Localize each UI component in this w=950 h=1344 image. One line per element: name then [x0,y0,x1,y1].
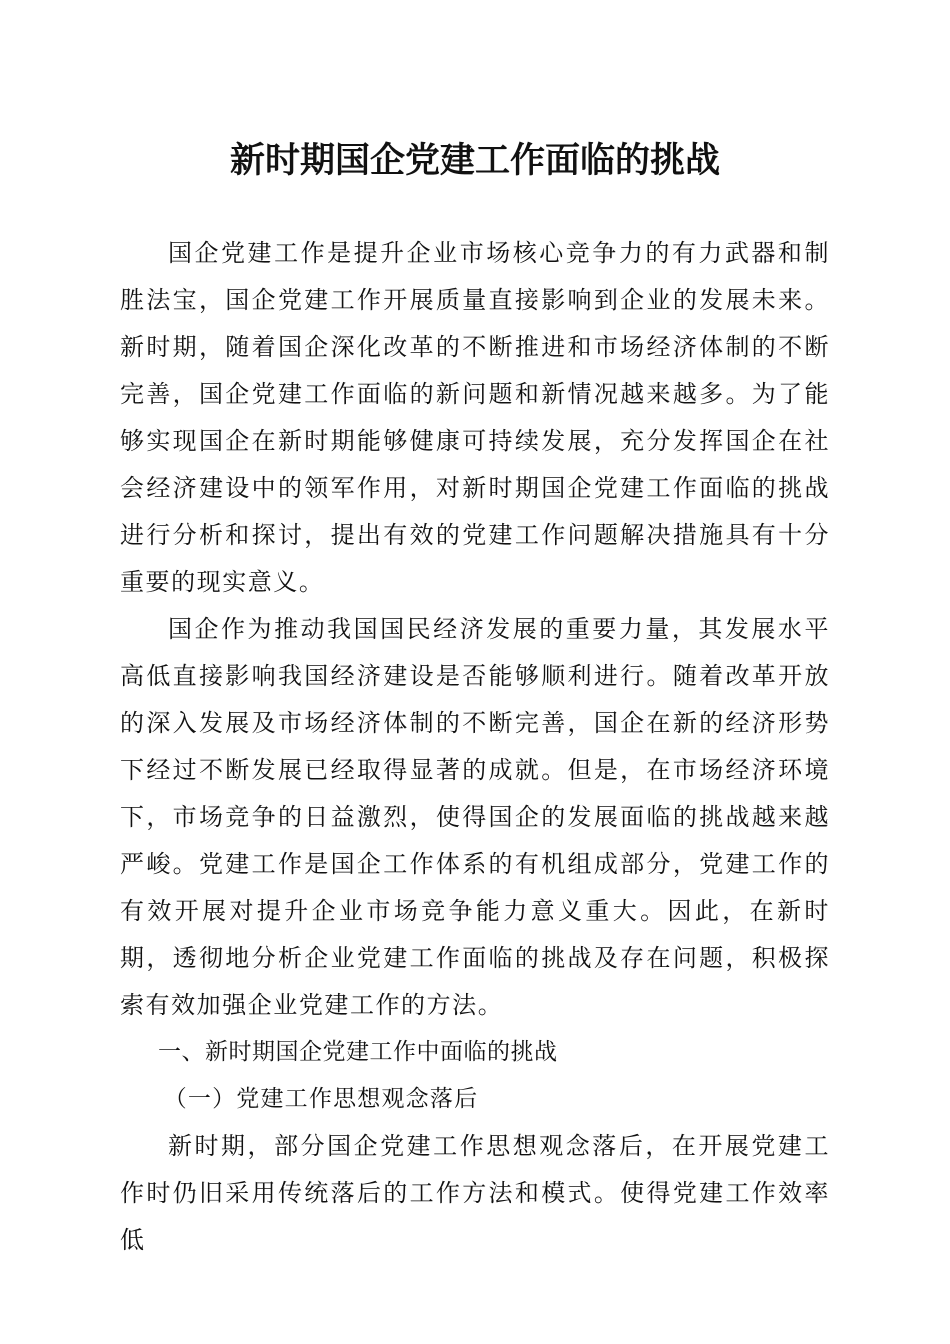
section-heading-1: 一、新时期国企党建工作中面临的挑战 [157,1039,558,1065]
document-body [120,230,830,1264]
paragraph-subsection-1-1: 新时期，部分国企党建工作思想观念落后，在开展党建工作时仍旧采用传统落后的工作方法和模式。使得党建工作效率低 [120,1132,830,1254]
paragraph-background: 国企作为推动我国国民经济发展的重要力量，其发展水平高低直接影响我国经济建设是否能够顺利进行。随着改革开放的深入发展及市场经济体制的不断完善，国企在新的经济形势下经过不断发展已经取得显著的成就。但是，在市场经济环境下，市场竞争的日益激烈，使得国企的发展面临的挑战越来越严峻。党建工作是国企工作体系的有机组成部分，党建工作的有效开展对提升企业市场竞争能力意义重大。因此，在新时期，透彻地分析企业党建工作面临的挑战及存在问题，积极探索有效加强企业党建工作的方法。 [120,615,830,1019]
subsection-heading-1-1: （一）党建工作思想观念落后 [163,1086,479,1112]
document-title: 新时期国企党建工作面临的挑战 [229,140,720,181]
paragraph-intro: 国企党建工作是提升企业市场核心竞争力的有力武器和制胜法宝，国企党建工作开展质量直接影响到企业的发展未来。新时期，随着国企深化改革的不断推进和市场经济体制的不断完善，国企党建工作面临的新问题和新情况越来越多。为了能够实现国企在新时期能够健康可持续发展，充分发挥国企在社会经济建设中的领军作用，对新时期国企党建工作面临的挑战进行分析和探讨，提出有效的党建工作问题解决措施具有十分重要的现实意义。 [120,239,830,596]
